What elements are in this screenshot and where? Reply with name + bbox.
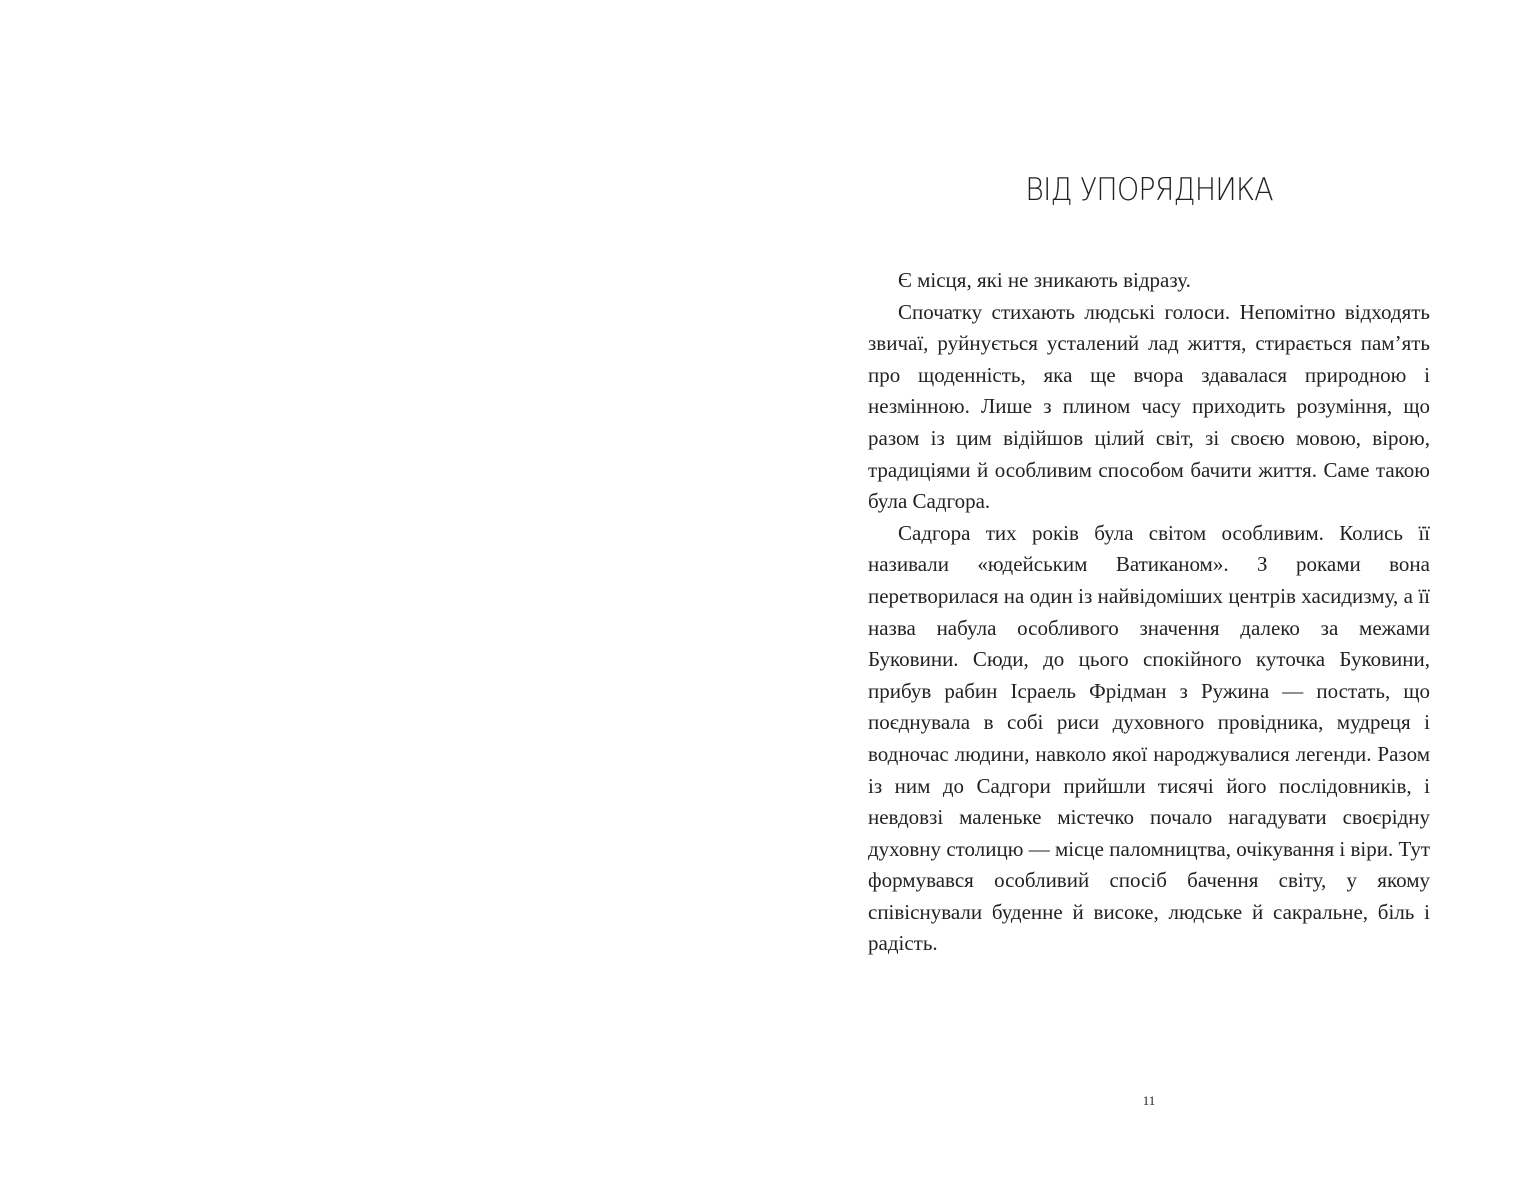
paragraph-3: Садгора тих років була світом особливим. Колись її називали «юдейським Ватиканом». З роками вона перетворилася на один із найвідоміших центрів хасидизму, а її назва набула особливого значення далеко за межами Буковини. Сюди, до цього спокійного куточка Буковини, прибув рабин Ісраель Фрідман з Ружина — постать, що поєднувала в собі риси духовного провідника, мудреця і водночас людини, навколо якої народжувалися легенди. Разом із ним до Садгори прийшли тисячі його послідовників, і невдовзі маленьке містечко почало нагадувати своєрідну духовну столицю — місце паломництва, очікування і віри. Тут формувався особливий спосіб бачення світу, у якому співіснували буденне й високе, людське й сакральне, біль і радість.	[868, 520, 1430, 956]
paragraph-1: Є місця, які не зникають відразу.	[898, 268, 1191, 292]
body-text	[868, 265, 1430, 960]
right-page	[768, 0, 1536, 1182]
paragraph-2: Спочатку стихають людські голоси. Непомітно відходять звичаї, руйнується усталений лад життя, стирається пам’ять про щоденність, яка ще вчора здавалася природною і незмінною. Лише з плином часу приходить розуміння, що разом із цим відійшов цілий світ, зі своєю мовою, вірою, традиціями й особливим способом бачити життя. Саме такою була Садгора.	[868, 299, 1430, 514]
page-number: 11	[1142, 1093, 1156, 1108]
chapter-title: ВІД УПОРЯДНИКА	[1025, 172, 1273, 208]
